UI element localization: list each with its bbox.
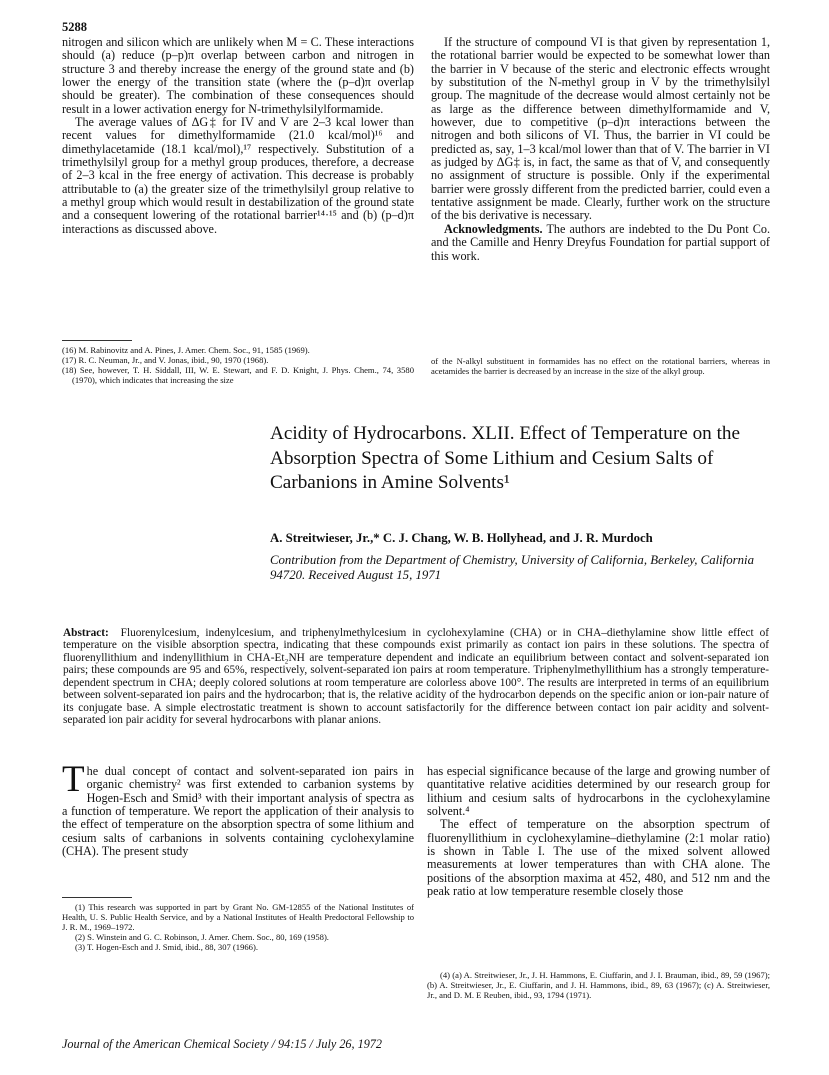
footnote: (3) T. Hogen-Esch and J. Smid, ibid., 88, 307 (1966).	[75, 941, 258, 952]
intro-paragraph	[62, 759, 414, 859]
abstract	[63, 627, 769, 727]
paragraph: has especial significance because of the large and growing number of quantitative relative acidities determined by our research group for lithium and cesium salts of hydrocarbons in the cyclohexylamine solvent.⁴	[427, 764, 770, 819]
footnote: (4) (a) A. Streitwieser, Jr., J. H. Hammons, E. Ciuffarin, and J. I. Brauman, ibid., 89, 59 (1967); (b) A. Streitwieser, Jr., E. Ciuffarin, and J. H. Hammons, ibid., 89, 63 (1967); (c) A. Streitwieser, Jr., and D. M. E Reuben, ibid., 93, 1794 (1971).	[427, 970, 770, 1000]
footnote: (1) This research was supported in part by Grant No. GM-12855 of the National Institutes of Health, U. S. Public Health Service, and by a National Institutes of Health Predoctoral Fellowship to J. R. M., 1969–1972.	[62, 902, 414, 932]
footnote: (2) S. Winstein and G. C. Robinson, J. Amer. Chem. Soc., 80, 169 (1958).	[75, 931, 329, 942]
top-left-footnotes	[62, 346, 414, 386]
drop-cap: T	[62, 759, 85, 800]
paragraph: nitrogen and silicon which are unlikely when M = C. These interactions should (a) reduce (p–p)π overlap between carbon and nitrogen in structure 3 and thereby increase the energy of the ground state and (b) lower the energy of the transition state (where the (p–d)π overlap should be greater). The combination of these consequences should result in a lower activation energy for N-trimethylsilylformamide.	[62, 35, 414, 116]
article-authors: A. Streitwieser, Jr.,* C. J. Chang, W. B. Hollyhead, and J. R. Murdoch	[270, 531, 653, 545]
bottom-right-column	[427, 765, 770, 898]
journal-citation: Journal of the American Chemical Society / 94:15 / July 26, 1972	[62, 1037, 382, 1051]
top-right-column	[431, 36, 770, 263]
footnote-continued: of the N-alkyl substituent in formamides has no effect on the rotational barriers, whereas in acetamides the barrier is decreased by an increase in the size of the alkyl group.	[431, 356, 770, 376]
abstract-text: Fluorenylcesium, indenylcesium, and triphenylmethylcesium in cyclohexylamine (CHA) or in CHA–diethylamine show little effect of temperature on the visible absorption spectra, indicating that these compounds exist primarily as contact ion pairs in these solutions. The spectra of fluorenyllithium and indenyllithium in CHA-Et₂NH are temperature dependent and indicate an equilibrium between contact and solvent-separated ion pairs; these compounds are 95 and 65%, respectively, solvent-separated ion pairs at room temperature. Triphenylmethyllithium has a strongly temperature-dependent spectrum in CHA; deeply colored solutions at room temperature are colorless above 100°. The results are interpreted in terms of an equilibrium between solvent-separated ion pairs and the hydrocarbon; that is, the relative acidity of the hydrocarbon depends on the specific anion or ion-pair nature of its conjugate base. A simple electrostatic treatment is shown to account satisfactorily for the difference between contact ion pair acidity and solvent-separated ion pair acidity for several hydrocarbons with planar anions.	[63, 627, 769, 727]
bottom-left-footnotes	[62, 903, 414, 953]
footnote: (17) R. C. Neuman, Jr., and V. Jonas, ibid., 90, 1970 (1968).	[62, 354, 269, 365]
article-affiliation: Contribution from the Department of Chemistry, University of California, Berkeley, California 94720. Received August 15, 1971	[270, 553, 755, 582]
intro-text: he dual concept of contact and solvent-separated ion pairs in organic chemistry² was first extended to carbanion systems by Hogen-Esch and Smid³ with their important analysis of spectra as a function of temperature. We report the application of their analysis to the effect of temperature on the absorption spectra of some lithium and cesium salts of carbanions in solvents containing cyclohexylamine (CHA). The present study	[62, 764, 414, 859]
article-title: Acidity of Hydrocarbons. XLII. Effect of Temperature on the Absorption Spectra of Some Lithium and Cesium Salts of Carbanions in Amine Solvents¹	[270, 423, 741, 493]
ack-text: The authors are indebted to the Du Pont Co. and the Camille and Henry Dreyfus Foundation for partial support of this work.	[431, 221, 770, 263]
footnote-divider	[62, 897, 132, 898]
footnote: (18) See, however, T. H. Siddall, III, W. E. Stewart, and F. D. Knight, J. Phys. Chem., 74, 3580 (1970), which indicates that increasing the size	[62, 364, 414, 385]
acknowledgments	[431, 223, 770, 263]
paragraph: The effect of temperature on the absorption spectrum of fluorenyllithium in cyclohexylamine–diethylamine (2:1 molar ratio) is shown in Table I. The use of the mixed solvent allowed measurements at lower temperatures than with CHA alone. The positions of the absorption maxima at 452, 480, and 512 nm and the peak ratio at low temperature resemble closely those	[427, 817, 770, 899]
paragraph: The average values of ΔG‡ for IV and V are 2–3 kcal lower than recent values for dimethylformamide (21.0 kcal/mol)¹⁶ and dimethylacetamide (18.1 kcal/mol),¹⁷ respectively. Substitution of a trimethylsilyl group for a methyl group produces, therefore, a decrease of 2–3 kcal in the free energy of activation. This decrease is probably attributable to (a) the greater size of the trimethylsilyl group relative to a methyl group which would result in destabilization of the ground state and a consequent lowering of the rotational barrier¹⁴·¹⁵ and (b) (p–d)π interactions as discussed above.	[62, 115, 414, 236]
ack-label: Acknowledgments.	[444, 221, 543, 236]
bottom-right-footnote	[427, 971, 770, 1001]
paragraph: If the structure of compound VI is that given by representation 1, the rotational barrier would be expected to be somewhat lower than the barrier in V because of the steric and electronic effects wrought by substitution of the N-methyl group in V by the trimethylsilyl group. The magnitude of the decrease would almost certainly not be as large as the difference between dimethylformamide and V, however, due to competitive (p–d)π interactions between the nitrogen and both silicons of VI. Thus, the barrier in VI could be predicted as, say, 1–3 kcal/mol lower than that of V. The barrier in VI as judged by ΔG‡ is, in fact, the same as that of V, and consequently no assignment of structure is possible. Only if the experimental barrier were grossly different from the predicted barrier, could even a tentative assignment be made. Clearly, further work on the structure of the bis derivative is necessary.	[431, 35, 770, 223]
top-left-column	[62, 36, 414, 236]
page-number: 5288	[62, 20, 87, 34]
bottom-left-column	[62, 759, 414, 859]
abstract-label: Abstract:	[63, 627, 109, 639]
footnote: (16) M. Rabinovitz and A. Pines, J. Amer. Chem. Soc., 91, 1585 (1969).	[62, 345, 310, 355]
footnote-divider	[62, 340, 132, 341]
